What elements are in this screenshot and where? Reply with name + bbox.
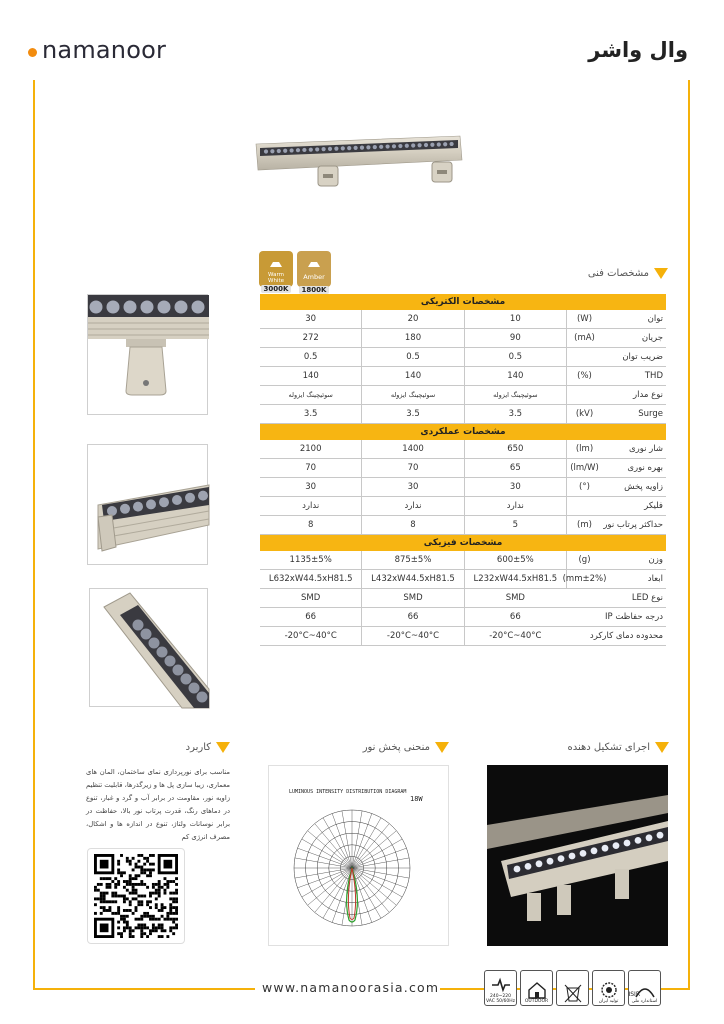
diagram-title: LUMINOUS INTENSITY DISTRIBUTION DIAGRAM [289,789,407,795]
page-title: وال واشر [588,38,688,62]
row-value: 140 [361,367,463,385]
led-dot [525,863,532,870]
row-value: 70 [305,463,317,473]
led-dot [354,146,358,150]
led-dot [189,683,200,694]
performance-rows [260,440,666,535]
qr-code-icon [93,854,179,938]
row-value: -20°C~40°C [284,631,337,641]
row-value: 30 [361,478,463,496]
led-dot [277,149,281,153]
row-value: ندارد [464,497,566,515]
row-label: ضریب توان [622,352,663,362]
row-value: 30 [305,482,317,492]
table-row [260,627,666,646]
row-unit: (°) [566,478,602,496]
install-heading-text: اجرای تشکیل دهنده [567,742,650,753]
led-dot [133,502,143,512]
row-label: THD [644,371,663,381]
badge-amber [297,251,331,294]
triangle-icon [654,268,668,279]
led-dot [173,665,184,676]
row-value: سوئیچینگ ایزوله [361,386,463,404]
row-unit: (lm/W) [566,459,602,477]
led-dot [347,146,351,150]
led-dot [322,147,326,151]
led-dot [373,145,377,149]
triangle-icon [216,742,230,753]
led-dot [172,495,182,505]
row-label: شار نوری [628,444,663,454]
frame-right-line [688,80,690,989]
color-temp-badges [259,251,331,294]
row-value: SMD [301,593,321,603]
led-dot [635,837,642,844]
hero-product-image [252,132,464,194]
curve-heading-text: منحنی پخش نور [362,742,430,753]
row-value: 66 [361,608,463,626]
diagram-power: 18W [410,795,423,803]
brand-logo [28,36,166,64]
row-label: Surge [638,409,663,419]
row-unit [566,497,602,515]
led-dot [107,301,120,314]
row-label: نوع مدار [632,390,663,400]
row-value: ندارد [361,497,463,515]
row-value: 272 [302,333,319,343]
product-photo-side [87,294,208,415]
row-value: 140 [302,371,319,381]
row-value: 30 [464,478,566,496]
row-value: 3.5 [303,409,318,419]
table-row [260,440,666,459]
row-value: ندارد [302,501,320,511]
led-dot [437,142,441,146]
lamp-icon [269,261,283,268]
led-dot [290,148,294,152]
led-dot [424,143,428,147]
led-dot [120,504,130,514]
row-value: 65 [464,459,566,477]
row-unit: (g) [566,551,602,569]
table-row [260,386,666,405]
table-row [260,551,666,570]
led-dot [283,149,287,153]
row-unit: (%) [566,367,602,385]
led-dot [149,638,160,649]
svg-text:ISIR: ISIR [627,991,640,998]
row-label: وزن [648,555,663,565]
led-dot [302,148,306,152]
row-value: L632xW44.5xH81.5 [268,574,353,584]
badge-label-1: Amber [303,273,325,281]
row-unit: (lm) [566,440,602,458]
led-dot [159,497,169,507]
physical-rows [260,551,666,589]
outdoor-icon: OUTDOOR [520,970,553,1006]
badge-value: 1800K [299,286,329,294]
row-value: 70 [361,459,463,477]
row-value: 180 [361,329,463,347]
qr-code [87,848,185,944]
logo-dot [28,48,37,57]
made-in-iran-icon: تولید ایران [592,970,625,1006]
install-heading [568,742,670,753]
led-dot [366,145,370,149]
light-distribution-diagram [268,765,449,946]
row-unit: (kV) [566,405,602,423]
no-dispose-icon [556,970,589,1006]
led-dot [124,301,137,314]
row-label: بهره نوری [627,463,663,473]
led-dot [141,629,152,640]
led-dot [411,143,415,147]
led-dot [360,146,364,150]
table-row [260,570,666,589]
usage-heading [186,742,230,753]
led-dot [192,301,205,314]
row-unit: (W) [566,310,602,328]
led-dot [536,860,543,867]
band-performance: مشخصات عملکردی [260,424,666,440]
led-dot [328,147,332,151]
row-value: 600±5% [464,551,566,569]
led-dot [624,840,631,847]
badge-warm-white [259,251,293,293]
row-value: -20°C~40°C [464,627,566,645]
led-dot [392,144,396,148]
row-value: L232xW44.5xH81.5 [464,570,566,588]
led-dot [165,656,176,667]
led-dot [450,142,454,146]
row-label: درجه حفاظت IP [604,612,663,622]
row-label: فلیکر [644,501,663,511]
badge-label-2: White [268,278,284,284]
row-value: 140 [464,367,566,385]
led-dot [418,143,422,147]
certification-icons [484,970,661,1006]
led-dot [309,148,313,152]
standard-mark-icon: ISIR استاندارد ملی [628,970,661,1006]
row-label: ابعاد [647,574,663,584]
lamp-icon [307,261,321,268]
table-row [260,329,666,348]
row-value: 0.5 [303,352,318,362]
led-dot [296,148,300,152]
led-dot [386,144,390,148]
band-electrical: مشخصات الکتریکی [260,294,666,310]
row-value: 0.5 [361,348,463,366]
row-value: 10 [464,310,566,328]
usage-description: مناسب برای نورپردازی نمای ساختمان، المان های معماری، زیبا سازی پل ها و زیرگذرها، قابلیت تنظیم زاویه نور، مقاومت در برابر آب و گرد و غبار، تنوع در دماهای رنگ، قدرت پرتاب نور بالا، حفاظت در برابر نوسانات ولتاژ، تنوع در اندازه ها و اشکال، مصرف انرژی کم [86,768,230,841]
frame-bottom-left-line [33,988,255,990]
led-dot [405,144,409,148]
row-value: 30 [305,314,317,324]
table-row [260,589,666,608]
table-row [260,516,666,535]
row-value: 3.5 [464,405,566,423]
led-dot [264,149,268,153]
led-dot [580,850,587,857]
led-dot [613,842,620,849]
table-row [260,608,666,627]
led-dot [141,301,154,314]
led-dot [197,692,208,703]
row-unit: (m) [566,516,602,534]
triangle-icon [435,742,449,753]
row-value: SMD [361,589,463,607]
table-row [260,348,666,367]
led-dot [90,301,103,314]
led-dot [430,143,434,147]
table-row [260,310,666,329]
led-dot [157,647,168,658]
led-dot [146,499,156,509]
product-photo-closeup [89,588,208,707]
row-label: جریان [641,333,663,343]
row-label: توان [647,314,663,324]
row-value: -20°C~40°C [361,627,463,645]
website-link[interactable]: www.namanoorasia.com [262,980,440,995]
specs-heading [588,268,668,279]
led-dot [569,853,576,860]
usage-heading-text: کاربرد [185,742,211,753]
led-dot [315,147,319,151]
led-dot [558,855,565,862]
led-dot [133,620,144,631]
led-dot [158,301,171,314]
table-row [260,459,666,478]
row-value: 0.5 [464,348,566,366]
row-value: سوئیچینگ ایزوله [464,386,566,404]
led-dot [334,147,338,151]
row-value: 66 [464,608,566,626]
row-value: 1135±5% [289,555,332,565]
frame-left-line [33,80,35,989]
band-physical: مشخصات فیزیکی [260,535,666,551]
extra-rows [260,589,666,646]
curve-heading [363,742,449,753]
led-dot [270,149,274,153]
led-dot [398,144,402,148]
led-dot [657,832,664,839]
led-dot [379,145,383,149]
specs-heading-text: مشخصات فنی [587,268,649,279]
row-unit: (mA) [566,329,602,347]
led-dot [341,146,345,150]
row-value: سوئیچینگ ایزوله [288,391,333,399]
product-photo-angle [87,444,208,565]
led-dot [198,491,208,501]
row-unit [566,348,602,366]
row-label: زاویه پخش [624,482,663,492]
row-value: 20 [361,310,463,328]
led-dot [591,847,598,854]
led-dot [175,301,188,314]
row-value: 3.5 [361,405,463,423]
row-value: 2100 [299,444,322,454]
badge-label-1: Warm [268,272,284,278]
row-value: 8 [307,520,314,530]
row-value: 875±5% [361,551,463,569]
installation-image [487,765,668,946]
row-value: 1400 [361,440,463,458]
led-dot [646,834,653,841]
brand-name: namanoor [42,36,167,64]
row-value: 90 [464,329,566,347]
row-value: SMD [464,589,566,607]
row-label: حداکثر پرتاب نور [603,520,663,530]
badge-value: 3000K [261,285,291,293]
row-unit [566,386,602,404]
row-value: 5 [464,516,566,534]
led-dot [514,866,521,873]
electrical-rows [260,310,666,424]
row-value: L432xW44.5xH81.5 [361,570,463,588]
table-row [260,478,666,497]
row-unit: (mm±2%) [566,570,602,588]
row-value: 650 [464,440,566,458]
row-value: 66 [305,612,317,622]
led-dot [547,858,554,865]
led-dot [602,845,609,852]
spec-table [260,294,666,646]
row-label: محدوده دمای کارکرد [589,631,663,641]
triangle-icon [655,742,669,753]
led-dot [181,674,192,685]
led-dot [443,142,447,146]
led-dot [185,493,195,503]
table-row [260,497,666,516]
row-value: 8 [361,516,463,534]
table-row [260,367,666,386]
table-row [260,405,666,424]
row-label: نوع LED [631,593,663,603]
power-input-icon: 220~240 VAC 50/60Hz [484,970,517,1006]
